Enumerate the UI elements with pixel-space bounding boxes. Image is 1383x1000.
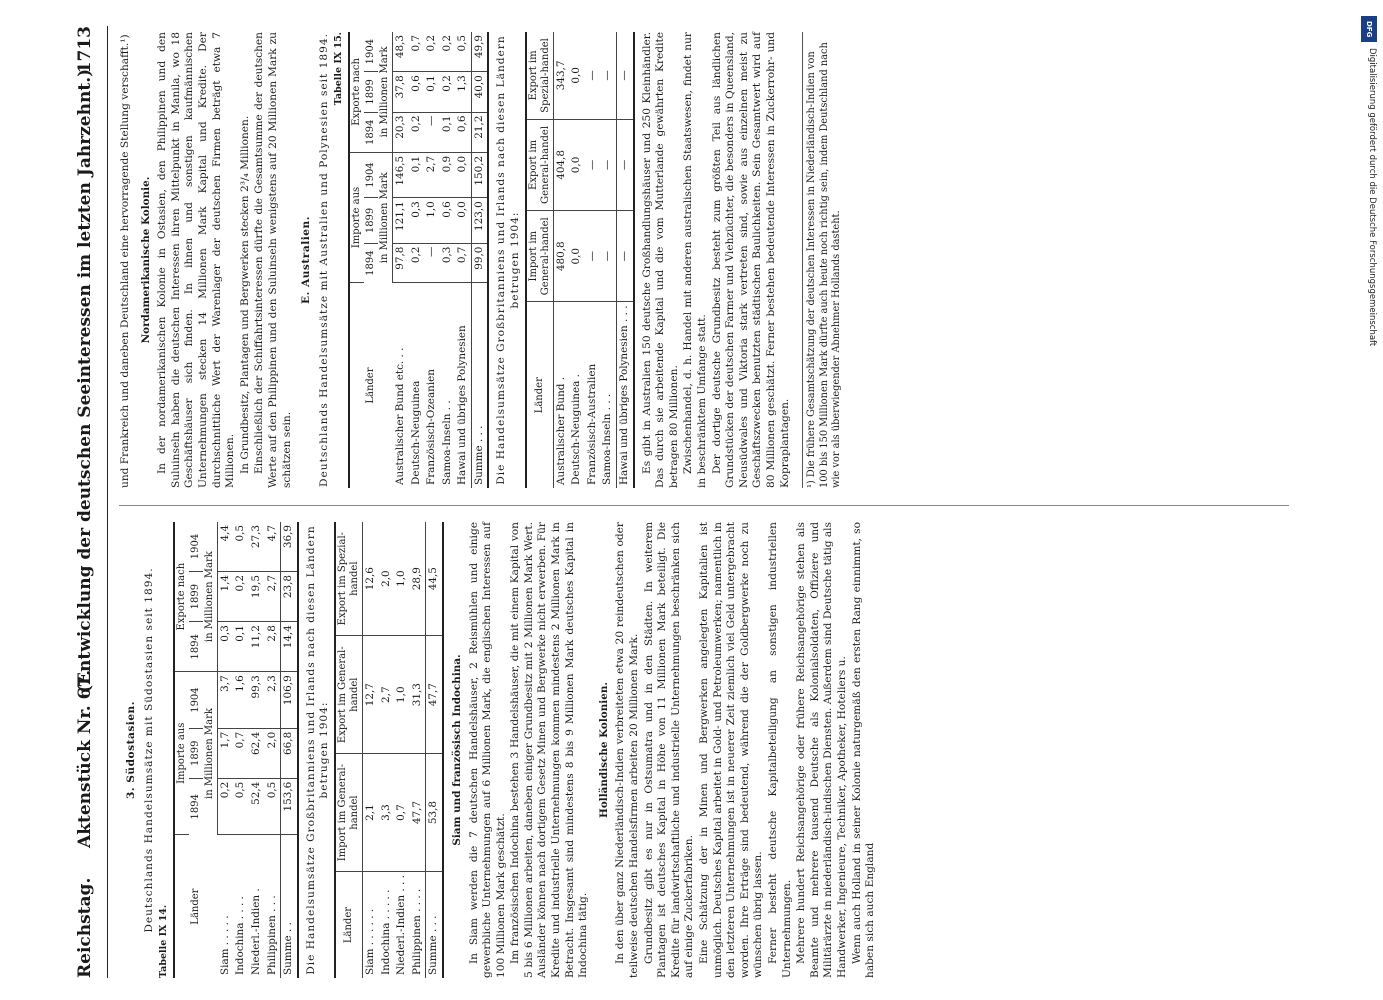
- cell: 0,6: [440, 198, 456, 243]
- cell: 1,0: [424, 198, 440, 243]
- cell: 0,5: [455, 32, 471, 72]
- paragraph: Ferner besteht deutsche Kapitalbeteiligung an sonstigen industriellen Unternehmungen.: [766, 522, 793, 978]
- cell: 11,2: [249, 622, 265, 672]
- col-year: 1894: [364, 112, 378, 152]
- cell: 0,1: [440, 112, 456, 152]
- header-left: Reichstag.: [75, 877, 95, 978]
- cell: 19,5: [249, 572, 265, 622]
- unit-label: in Millionen Mark: [203, 672, 218, 835]
- col-header-import: Import im General-handel: [526, 211, 554, 302]
- cell: 0,5: [233, 522, 249, 572]
- row-label: Australischer Bund .: [554, 376, 567, 485]
- cell: 40,0: [471, 72, 488, 112]
- col-year: 1899: [189, 728, 203, 778]
- cell: 12,6: [362, 522, 378, 636]
- table-row: [362, 522, 378, 978]
- row-label: Hawai und übriges Polynesien . . .: [617, 302, 634, 488]
- table-sum-row: [281, 522, 298, 978]
- cell: 37,8: [392, 72, 408, 112]
- cell: 99,3: [249, 672, 265, 729]
- col-header-export-general: Export im General-handel: [335, 636, 363, 754]
- cell: 21,2: [471, 112, 488, 152]
- cell: 0,7: [233, 728, 249, 778]
- row-label: Deutsch-Neuguinea: [409, 380, 422, 485]
- table-row: [424, 32, 440, 488]
- section-heading: 3. Südostasien.: [125, 701, 137, 799]
- cell: 2,0: [379, 522, 395, 636]
- cell: 47,7: [426, 636, 443, 754]
- running-header: [67, 26, 108, 978]
- table-caption: Deutschlands Handelsumsätze mit Australien und Polynesien seit 1894.: [317, 33, 330, 488]
- cell: 14,4: [281, 622, 298, 672]
- dfg-logo: DFG: [1361, 16, 1377, 42]
- cell: 1,7: [217, 728, 233, 778]
- table-label: Tabelle IX 14.: [158, 904, 170, 978]
- col-header-import: Importe aus: [349, 152, 364, 282]
- col-header-land: Länder: [335, 872, 363, 978]
- subsection-heading: Nordamerikanische Kolonie.: [139, 176, 152, 344]
- paragraph: In der nordamerikanischen Kolonie in Ostasien, den Philippinen und den Suluinseln haben die deutschen Interessen ihren Mittelpunkt in Manila, wo 18 Geschäftshäuser sich finden. In ihnen und sonstigen kaufmännischen Unternehmungen stecken 14 Millionen Mark Kapital und Kredite. Der durchschnittliche Wert der Warenlager der deutschen Firmen beträgt etwa 7 Millionen.: [156, 32, 237, 488]
- cell: 0,5: [233, 778, 249, 835]
- cell: 27,3: [249, 522, 265, 572]
- table-row: [379, 522, 395, 978]
- col-year: 1904: [364, 32, 378, 72]
- col-header-import: Import im General-handel: [335, 754, 363, 872]
- cell: 3,7: [217, 672, 233, 729]
- table-uk-southeast-asia: [334, 522, 444, 978]
- table-row: [569, 32, 585, 488]
- cell: —: [600, 32, 616, 119]
- col-header-land: Länder: [349, 283, 393, 488]
- subsection-heading: Siam und französisch Indochina.: [450, 654, 463, 846]
- funding-note: Digitalisierung gefördert durch die Deutsche Forschungsgemeinschaft: [1367, 48, 1377, 347]
- paragraph: Mehrere hundert Reichsangehörige oder frühere Reichsangehörige stehen als Beamte und mehrere tausend Deutsche als Kolonialsoldaten, Offiziere und Militärärzte in niederländisch-indischen Diensten. Außerdem sind Deutsche tätig als Handwerker, Ingenieure, Techniker, Apotheker, Hoteliers u.: [795, 522, 848, 978]
- cell: 0,9: [440, 152, 456, 197]
- right-column: [119, 32, 1299, 488]
- row-label: Niederl.-Indien . . .: [395, 875, 408, 975]
- cell: 0,1: [409, 152, 425, 197]
- cell: 0,2: [424, 32, 440, 72]
- cell: 31,3: [410, 636, 426, 754]
- cell: 20,3: [392, 112, 408, 152]
- row-label: Philippinen . . . .: [410, 888, 423, 975]
- cell: 0,1: [424, 72, 440, 112]
- table-label: Tabelle IX 15.: [333, 32, 345, 106]
- row-label: Französisch-Ozeanien: [425, 369, 438, 485]
- col-header-land: Länder: [526, 302, 554, 488]
- table-uk-australia: [525, 32, 635, 488]
- page-number: 1713: [75, 26, 95, 74]
- cell: 2,7: [424, 152, 440, 197]
- table-caption: Deutschlands Handelsumsätze mit Südostasien seit 1894.: [142, 567, 155, 933]
- cell: 66,8: [281, 728, 298, 778]
- col-header-export: Exporte nach: [174, 522, 189, 672]
- cell: 36,9: [281, 522, 298, 572]
- row-label: Siam . . . . .: [218, 915, 231, 975]
- cell: 49,9: [471, 32, 488, 72]
- paragraph: und Frankreich und daneben Deutschland eine hervorragende Stellung verschafft.¹): [119, 34, 131, 488]
- col-year: 1904: [189, 522, 203, 572]
- col-year: 1899: [189, 572, 203, 622]
- table-row: [409, 32, 425, 488]
- cell: —: [600, 211, 616, 302]
- cell: 2,7: [379, 636, 395, 754]
- row-label: Samoa-Inseln . .: [440, 400, 453, 485]
- cell: 12,7: [362, 636, 378, 754]
- table-ix-15: [348, 32, 490, 488]
- table-row: [249, 522, 265, 978]
- cell: 0,3: [217, 622, 233, 672]
- table-row: [233, 522, 249, 978]
- cell: 480,8: [553, 211, 569, 302]
- paragraph: In Siam werden die 7 deutschen Handelshäuser, 2 Reismühlen und einige gewerbliche Unternehmungen auf 6 Millionen Mark, die englischen Interessen auf 100 Millionen Mark geschätzt.: [467, 522, 507, 978]
- footnote: ¹) Die frühere Gesamtschätzung der deutschen Interessen in Niederländisch-Indien von 100 bis 150 Millionen Mark dürfte auch heute noch richtig sein, indem Deutschland nach wie vor als überwiegender Abnehmer Hollands dasteht.: [802, 32, 843, 488]
- col-header-export-special: Export im Spezial-handel: [526, 32, 554, 119]
- header-center: Aktenstück Nr. 67.: [75, 669, 95, 848]
- cell: 2,7: [265, 572, 281, 622]
- row-label: Samoa-Inseln . . .: [601, 393, 614, 485]
- table-caption: Die Handelsumsätze Großbritanniens und Irlands nach diesen Ländern betrugen 1904:: [495, 35, 522, 485]
- cell: 1,3: [455, 72, 471, 112]
- unit-label: in Millionen Mark: [378, 32, 393, 152]
- section-heading: E. Australien.: [300, 216, 313, 304]
- row-label: Indochina . . . . .: [379, 889, 392, 975]
- cell: 23,8: [281, 572, 298, 622]
- cell: 0,6: [409, 72, 425, 112]
- row-label: Indochina . . . .: [234, 896, 247, 975]
- cell: 1,0: [394, 636, 410, 754]
- cell: 3,3: [379, 754, 395, 872]
- cell: 106,9: [281, 672, 298, 729]
- cell: 4,7: [265, 522, 281, 572]
- cell: 150,2: [471, 152, 488, 197]
- cell: —: [617, 211, 634, 302]
- column-divider: [119, 505, 1289, 506]
- cell: 2,8: [265, 622, 281, 672]
- paragraph: Es gibt in Australien 150 deutsche Großhandlungshäuser und 250 Kleinhändler. Das durch sie arbeitende Kapital und die vom Mutterlande gewährten Kredite betragen 80 Millionen.: [640, 32, 680, 488]
- cell: 0,7: [409, 32, 425, 72]
- cell: 121,1: [392, 198, 408, 243]
- cell: 62,4: [249, 728, 265, 778]
- row-label: Französisch-Australien: [585, 363, 598, 485]
- cell: 146,5: [392, 152, 408, 197]
- cell: 0,2: [217, 778, 233, 835]
- cell: 48,3: [392, 32, 408, 72]
- row-label: Australischer Bund etc. . .: [393, 347, 406, 485]
- cell: 0,7: [394, 754, 410, 872]
- cell: 2,1: [362, 754, 378, 872]
- cell: —: [424, 243, 440, 282]
- table-sum-row: [426, 522, 443, 978]
- cell: 28,9: [410, 522, 426, 636]
- cell: 404,8: [553, 119, 569, 210]
- table-caption: Die Handelsumsätze Großbritanniens und Irlands nach diesen Ländern betrugen 1904:: [304, 525, 331, 975]
- cell: 123,0: [471, 198, 488, 243]
- cell: 0,2: [233, 572, 249, 622]
- table-row: [600, 32, 616, 488]
- paragraph: Wenn auch Holland in seiner Kolonie naturgemäß den ersten Rang einnimmt, so haben sich auch England: [850, 522, 877, 978]
- cell: 0,2: [409, 243, 425, 282]
- col-year: 1904: [364, 152, 378, 197]
- col-year: 1899: [364, 72, 378, 112]
- col-header-export-special: Export im Spezial-handel: [335, 522, 363, 636]
- paragraph: Der dortige deutsche Grundbesitz besteht zum größten Teil aus ländlichen Grundstücken der deutschen Farmer und Viehzüchter, die besonders in Queensland, Neusüdwales und Viktoria stark vertreten sind, sowie aus einzelnen meist zu Geschäftszwecken benutzten städtischen Baulichkeiten. Sein Gesamtwert wird auf 80 Millionen geschätzt. Ferner bestehen bedeutende Interessen in Zuckerrohr- und Kopraplantagen.: [710, 32, 791, 488]
- cell: 0,5: [265, 778, 281, 835]
- col-year: 1894: [189, 793, 201, 820]
- header-title: (Entwicklung der deutschen Seeinteressen im letzten Jahrzehnt.): [75, 68, 95, 693]
- paragraph: Grundbesitz gibt es nur in Ostsumatra und in den Städten. In weiterem Plantagen ist deutsches Kapital in Höhe von 11 Millionen Mark beteiligt. Die Kredite für landwirtschaftliche und industrielle Unternehmungen beschränken sich auf einige Zuckerfabriken.: [642, 522, 696, 978]
- cell: 0,0: [455, 198, 471, 243]
- cell: 53,8: [426, 754, 443, 872]
- cell: 0,3: [440, 243, 456, 282]
- digitization-notice: [1359, 6, 1379, 991]
- cell: 1,0: [394, 522, 410, 636]
- col-year: 1894: [364, 250, 376, 276]
- paragraph: Zwischenhandel, d. h. Handel mit anderen australischen Staatswesen, findet nur in beschränktem Umfange statt.: [682, 32, 708, 488]
- table-row: [617, 32, 634, 488]
- cell: 0,1: [233, 622, 249, 672]
- col-header-land: Länder: [174, 835, 218, 978]
- cell: 44,5: [426, 522, 443, 636]
- subsection-heading: Holländische Kolonien.: [597, 682, 610, 818]
- cell: 0,0: [569, 211, 585, 302]
- cell: 1,4: [217, 572, 233, 622]
- table-row: [553, 32, 569, 488]
- cell: —: [617, 32, 634, 119]
- paragraph: Im französischen Indochina bestehen 3 Handelshäuser, die mit einem Kapital von 5 bis 6 Millionen arbeiten, daneben einiger Grundbesitz mit 2 Millionen Mark Wert. Ausländer können nach dortigem Gesetz Minen und Bergwerke nicht erwerben. Für Kredite und industrielle Unternehmungen kommen mindestens 2 Millionen Mark in Betracht. Insgesamt sind mindestens 8 bis 9 Millionen Mark deutsches Kapital in Indochina tätig.: [509, 522, 590, 978]
- cell: 2,3: [265, 672, 281, 729]
- table-row: [392, 32, 408, 488]
- table-row: [410, 522, 426, 978]
- left-column: [119, 522, 1299, 978]
- col-header-export: Exporte nach: [349, 32, 364, 152]
- paragraph: In den über ganz Niederländisch-Indien verbreiteten etwa 20 reindeutschen oder teilweise deutschen Handelsfirmen arbeiten 20 Millionen Mark.: [614, 522, 641, 978]
- cell: 2,0: [265, 728, 281, 778]
- table-row: [440, 32, 456, 488]
- col-year: 1894: [189, 622, 203, 672]
- col-header-export-general: Export im General-handel: [526, 119, 554, 210]
- cell: 153,6: [281, 778, 298, 835]
- cell: 0,0: [569, 32, 585, 119]
- row-label: Deutsch-Neuguinea .: [570, 374, 583, 485]
- table-row: [265, 522, 281, 978]
- cell: 99,0: [471, 243, 488, 282]
- col-year: 1904: [189, 672, 203, 729]
- row-label: Hawai und übriges Polynesien: [456, 325, 469, 485]
- cell: —: [600, 119, 616, 210]
- row-label: Philippinen . . .: [265, 895, 278, 975]
- col-header-import: Importe aus: [174, 672, 189, 835]
- cell: —: [617, 119, 634, 210]
- row-label: Niederl.-Indien .: [249, 888, 262, 975]
- row-label: Summe . . .: [426, 872, 443, 978]
- paragraph: Eine Schätzung der in Minen und Bergwerken angelegten Kapitalien ist unmöglich. Deutsches Kapital arbeitet in Gold- und Petroleumwerken; namentlich in den letzteren Unternehmungen ist in neuerer Zeit ziemlich viel Geld untergebracht worden. Ihre Erträge sind bedeutend, während die der Goldbergwerke noch zu wünschen übrig lassen.: [698, 522, 765, 978]
- cell: 0,2: [440, 72, 456, 112]
- cell: 0,6: [455, 112, 471, 152]
- paragraph: Einschließlich der Schiffahrtsinteressen dürfte die Gesamtsumme der deutschen Werte auf den Philippinen und den Suluinseln wenigstens auf 20 Millionen Mark zu schätzen sein.: [253, 32, 293, 488]
- row-label: Summe . . .: [471, 283, 488, 488]
- cell: —: [424, 112, 440, 152]
- cell: 0,2: [409, 112, 425, 152]
- cell: 0,3: [409, 198, 425, 243]
- col-year: 1899: [364, 198, 378, 243]
- cell: 47,7: [410, 754, 426, 872]
- table-row: [455, 32, 471, 488]
- cell: 1,6: [233, 672, 249, 729]
- table-row: [217, 522, 233, 978]
- cell: 0,0: [569, 119, 585, 210]
- cell: 0,7: [455, 243, 471, 282]
- table-row: [394, 522, 410, 978]
- cell: 97,8: [392, 243, 408, 282]
- cell: 0,2: [440, 32, 456, 72]
- unit-label: in Millionen Mark: [203, 522, 218, 672]
- paragraph: In Grundbesitz, Plantagen und Bergwerken stecken 2³/₄ Millionen.: [238, 115, 251, 474]
- cell: 343,7: [553, 32, 569, 119]
- row-label: Summe . .: [281, 835, 298, 978]
- cell: 0,0: [455, 152, 471, 197]
- unit-label: in Millionen Mark: [378, 152, 393, 282]
- table-ix-14: [173, 522, 299, 978]
- cell: —: [585, 32, 601, 119]
- cell: —: [585, 211, 601, 302]
- cell: —: [585, 119, 601, 210]
- cell: 4,4: [217, 522, 233, 572]
- row-label: Siam . . . . . .: [363, 908, 376, 975]
- document-page: [55, 26, 1310, 978]
- table-row: [585, 32, 601, 488]
- table-sum-row: [471, 32, 488, 488]
- cell: 52,4: [249, 778, 265, 835]
